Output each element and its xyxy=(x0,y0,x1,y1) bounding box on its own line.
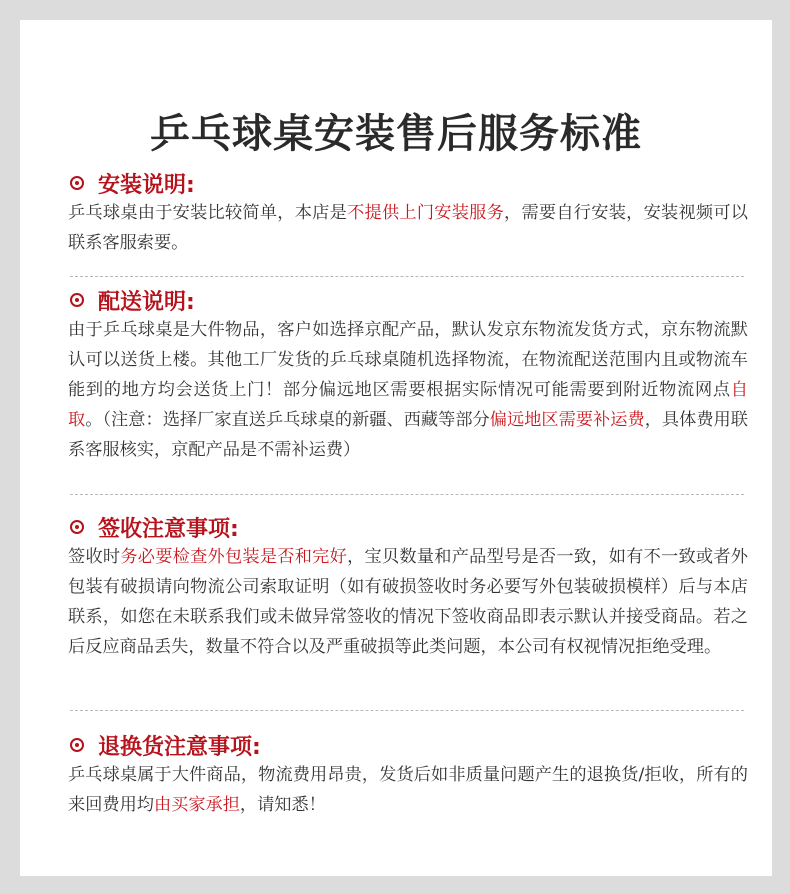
highlight-text: 不提供上门安装服务 xyxy=(347,203,505,223)
body-text: ，宝贝数量和产品型号是否一致，如有不一致或者外包装有破损请向物流公司索取证明（如有破损签收时务必要写外包装破损模样）后与本店联系，如您在未联系我们或未做异常签收的情况下签收商品即表示默认并接受商品。若之后反应商品丢失，数量不符合以及严重破损等此类问题，本公司有权视情况拒绝受理。 xyxy=(68,547,748,657)
highlight-text: 由买家承担 xyxy=(153,795,240,815)
section-heading xyxy=(68,512,748,542)
section-returns xyxy=(68,730,748,820)
section-title: 退换货注意事项: xyxy=(98,734,261,760)
section-title: 签收注意事项: xyxy=(98,516,239,542)
section-divider xyxy=(70,276,744,277)
body-text: 乒乓球桌由于安装比较简单，本店是 xyxy=(68,203,348,223)
content-panel xyxy=(20,20,772,876)
body-text: 乒乓球桌属于大件商品，物流费用昂贵，发货后如非质量问题产生的退换货/拒收，所有的来回费用均 xyxy=(68,765,748,815)
section-body xyxy=(68,542,748,662)
section-divider xyxy=(70,710,744,711)
section-heading xyxy=(68,168,748,198)
section-receipt xyxy=(68,512,748,662)
highlight-text: 自取 xyxy=(68,380,748,430)
body-text: 由于乒乓球桌是大件物品，客户如选择京配产品，默认发京东物流发货方式，京东物流默认可以送货上楼。其他工厂发货的乒乓球桌随机选择物流，在物流配送范围内且或物流车能到的地方均会送货上门！部分偏远地区需要根据实际情况可能需要到附近物流网点 xyxy=(68,320,748,400)
body-text: 签收时 xyxy=(68,547,121,567)
section-body xyxy=(68,315,748,465)
section-heading xyxy=(68,730,748,760)
section-delivery xyxy=(68,285,748,465)
body-text: 。（注意：选择厂家直送乒乓球桌的新疆、西藏等部分 xyxy=(85,410,490,430)
highlight-text: 偏远地区需要补运费 xyxy=(489,410,645,430)
section-body xyxy=(68,760,748,820)
target-icon xyxy=(70,520,84,534)
target-icon xyxy=(70,738,84,752)
target-icon xyxy=(70,293,84,307)
section-divider xyxy=(70,494,744,495)
section-title: 配送说明: xyxy=(98,289,195,315)
page-title: 乒乓球桌安装售后服务标准 xyxy=(150,111,642,157)
highlight-text: 务必要检查外包装是否和完好 xyxy=(120,547,348,567)
section-title: 安装说明: xyxy=(98,172,195,198)
body-text: ，具体费用联系客服核实，京配产品是不需补运费） xyxy=(68,410,748,460)
target-icon xyxy=(70,176,84,190)
section-install xyxy=(68,168,748,258)
section-body xyxy=(68,198,748,258)
body-text: ，请知悉！ xyxy=(239,795,326,815)
body-text: ，需要自行安装，安装视频可以联系客服索要。 xyxy=(68,203,748,253)
section-heading xyxy=(68,285,748,315)
